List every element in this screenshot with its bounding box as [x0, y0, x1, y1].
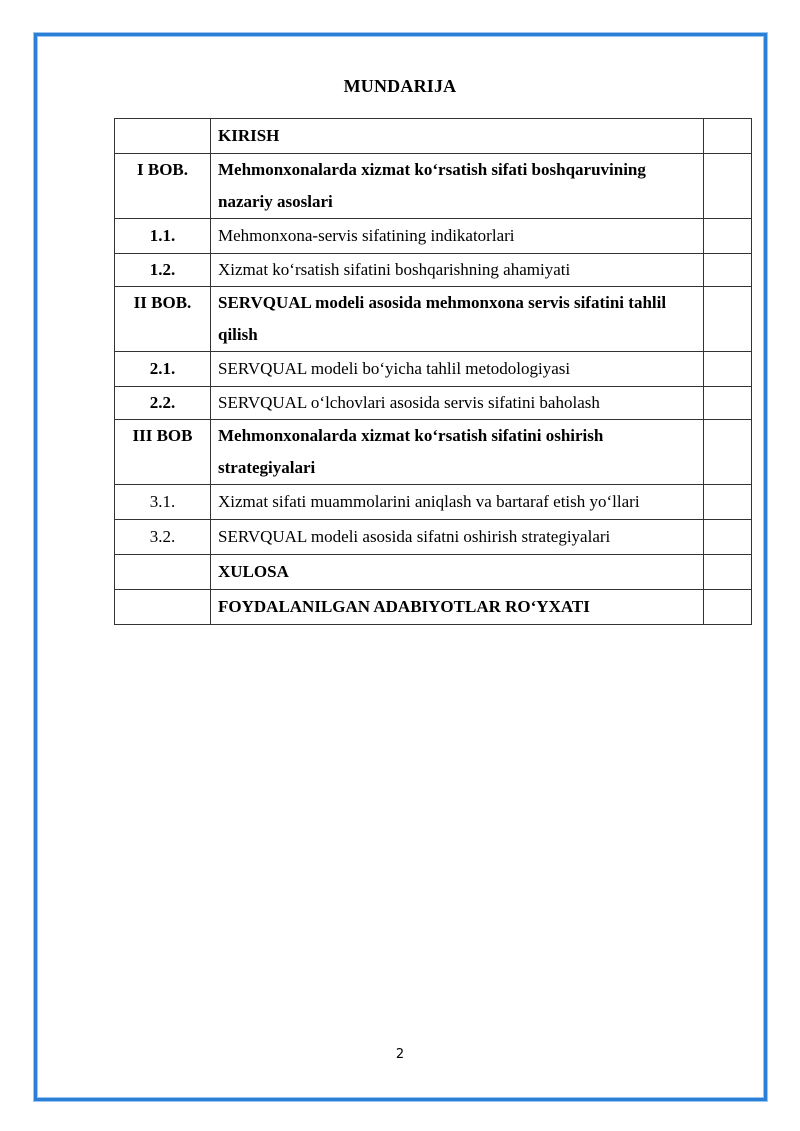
toc-row-page: [704, 555, 752, 590]
toc-row-conclusion: [115, 555, 752, 590]
toc-row-number: II BOB.: [115, 287, 211, 352]
toc-row-number: 2.2.: [115, 387, 211, 420]
toc-row-title: Mehmonxonalarda xizmat ko‘rsatish sifati boshqaruvining nazariy asoslari: [211, 154, 704, 219]
toc-row-number: [115, 590, 211, 625]
toc-row-section-3-2: [115, 520, 752, 555]
toc-row-title: SERVQUAL o‘lchovlari asosida servis sifatini baholash: [211, 387, 704, 420]
toc-row-number: [115, 119, 211, 154]
toc-row-section-2-1: [115, 352, 752, 387]
page-number: 2: [395, 1047, 405, 1062]
toc-row-number: 1.1.: [115, 219, 211, 254]
toc-row-title: KIRISH: [211, 119, 704, 154]
toc-row-chapter-3: [115, 420, 752, 485]
toc-row-section-1-2: [115, 254, 752, 287]
toc-row-page: [704, 485, 752, 520]
toc-row-page: [704, 387, 752, 420]
document-title: MUNDARIJA: [343, 76, 457, 96]
toc-row-page: [704, 352, 752, 387]
toc-row-number: [115, 555, 211, 590]
table-of-contents: [114, 118, 752, 625]
toc-row-title: XULOSA: [211, 555, 704, 590]
toc-row-page: [704, 119, 752, 154]
toc-row-number: III BOB: [115, 420, 211, 485]
toc-row-title: Xizmat sifati muammolarini aniqlash va bartaraf etish yo‘llari: [211, 485, 704, 520]
toc-row-references: [115, 590, 752, 625]
toc-row-title: Mehmonxonalarda xizmat ko‘rsatish sifatini oshirish strategiyalari: [211, 420, 704, 485]
toc-row-number: 3.1.: [115, 485, 211, 520]
toc-row-title: SERVQUAL modeli bo‘yicha tahlil metodologiyasi: [211, 352, 704, 387]
toc-row-number: 1.2.: [115, 254, 211, 287]
toc-row-chapter-2: [115, 287, 752, 352]
toc-row-section-3-1: [115, 485, 752, 520]
toc-row-title: Mehmonxona-servis sifatining indikatorlari: [211, 219, 704, 254]
toc-row-page: [704, 590, 752, 625]
toc-row-page: [704, 219, 752, 254]
toc-row-number: I BOB.: [115, 154, 211, 219]
toc-row-number: 3.2.: [115, 520, 211, 555]
toc-row-page: [704, 254, 752, 287]
toc-row-page: [704, 287, 752, 352]
toc-row-section-1-1: [115, 219, 752, 254]
toc-row-chapter-1: [115, 154, 752, 219]
toc-row-title: Xizmat ko‘rsatish sifatini boshqarishning ahamiyati: [211, 254, 704, 287]
toc-row-section-2-2: [115, 387, 752, 420]
toc-row-page: [704, 154, 752, 219]
toc-row-title: SERVQUAL modeli asosida sifatni oshirish strategiyalari: [211, 520, 704, 555]
toc-row-page: [704, 520, 752, 555]
toc-row-page: [704, 420, 752, 485]
toc-row-title: FOYDALANILGAN ADABIYOTLAR RO‘YXATI: [211, 590, 704, 625]
toc-row-number: 2.1.: [115, 352, 211, 387]
toc-row-title: SERVQUAL modeli asosida mehmonxona servis sifatini tahlil qilish: [211, 287, 704, 352]
toc-row-introduction: [115, 119, 752, 154]
